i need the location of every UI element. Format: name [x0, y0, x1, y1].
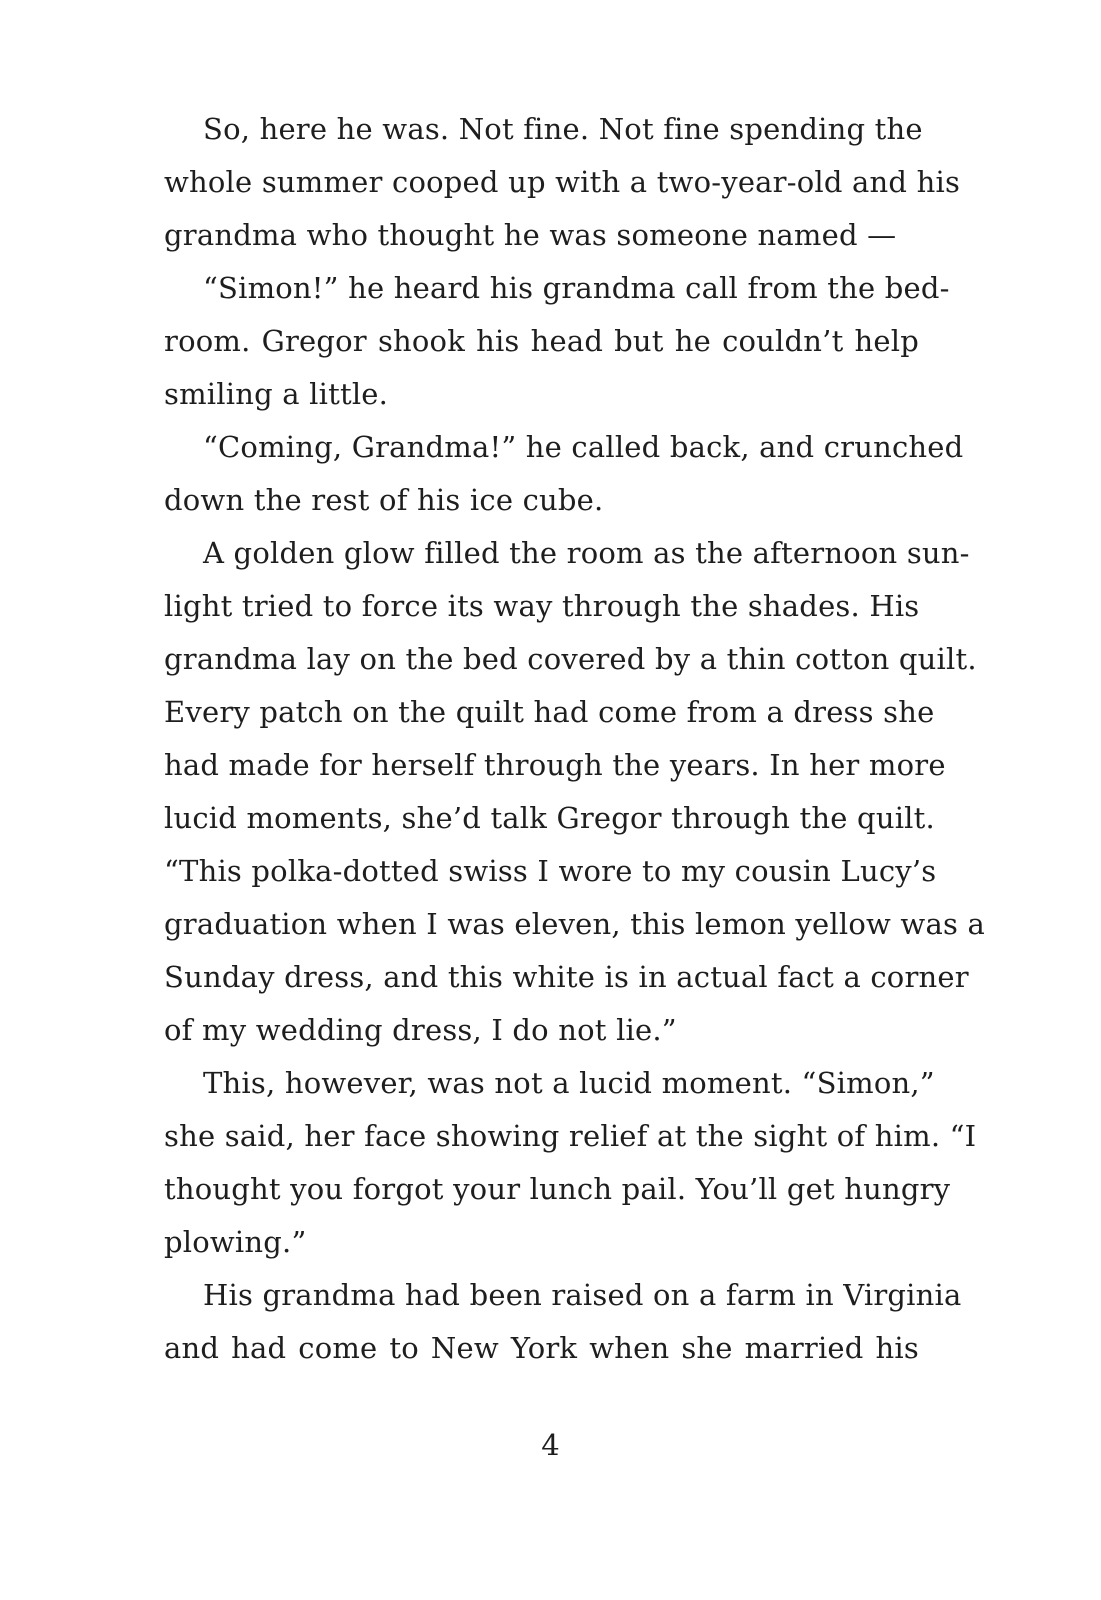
- paragraph: [164, 527, 985, 1057]
- text-line: down the rest of his ice cube.: [164, 483, 604, 517]
- text-line: This, however, was not a lucid moment. “Simon,”: [203, 1066, 935, 1100]
- text-line: and had come to New York when she married his: [164, 1331, 919, 1365]
- text-line: “This polka-dotted swiss I wore to my cousin Lucy’s: [164, 854, 937, 888]
- text-line: of my wedding dress, I do not lie.”: [164, 1013, 677, 1047]
- text-line: Sunday dress, and this white is in actual fact a corner: [164, 960, 969, 994]
- paragraph: [164, 421, 964, 527]
- text-line: light tried to force its way through the shades. His: [164, 589, 920, 623]
- text-line: His grandma had been raised on a farm in Virginia: [203, 1278, 962, 1312]
- text-line: graduation when I was eleven, this lemon yellow was a: [164, 907, 985, 941]
- paragraph: [164, 103, 961, 262]
- text-line: “Simon!” he heard his grandma call from the bed-: [203, 271, 950, 305]
- body-text: [164, 103, 985, 1375]
- text-line: So, here he was. Not fine. Not fine spending the: [203, 112, 923, 146]
- text-line: A golden glow filled the room as the afternoon sun-: [203, 536, 970, 570]
- text-line: “Coming, Grandma!” he called back, and crunched: [203, 430, 964, 464]
- text-line: whole summer cooped up with a two-year-old and his: [164, 165, 961, 199]
- text-line: plowing.”: [164, 1225, 307, 1259]
- text-line: she said, her face showing relief at the sight of him. “I: [164, 1119, 977, 1153]
- text-line: had made for herself through the years. In her more: [164, 748, 946, 782]
- paragraph: [164, 1269, 962, 1375]
- paragraph: [164, 262, 950, 421]
- page-number: 4: [541, 1428, 560, 1462]
- paragraph: [164, 1057, 977, 1269]
- text-line: lucid moments, she’d talk Gregor through the quilt.: [164, 801, 935, 835]
- text-line: room. Gregor shook his head but he couldn’t help: [164, 324, 919, 358]
- text-line: thought you forgot your lunch pail. You’ll get hungry: [164, 1172, 951, 1206]
- text-line: smiling a little.: [164, 377, 389, 411]
- text-line: Every patch on the quilt had come from a dress she: [164, 695, 935, 729]
- text-line: grandma lay on the bed covered by a thin cotton quilt.: [164, 642, 977, 676]
- text-line: grandma who thought he was someone named —: [164, 218, 897, 252]
